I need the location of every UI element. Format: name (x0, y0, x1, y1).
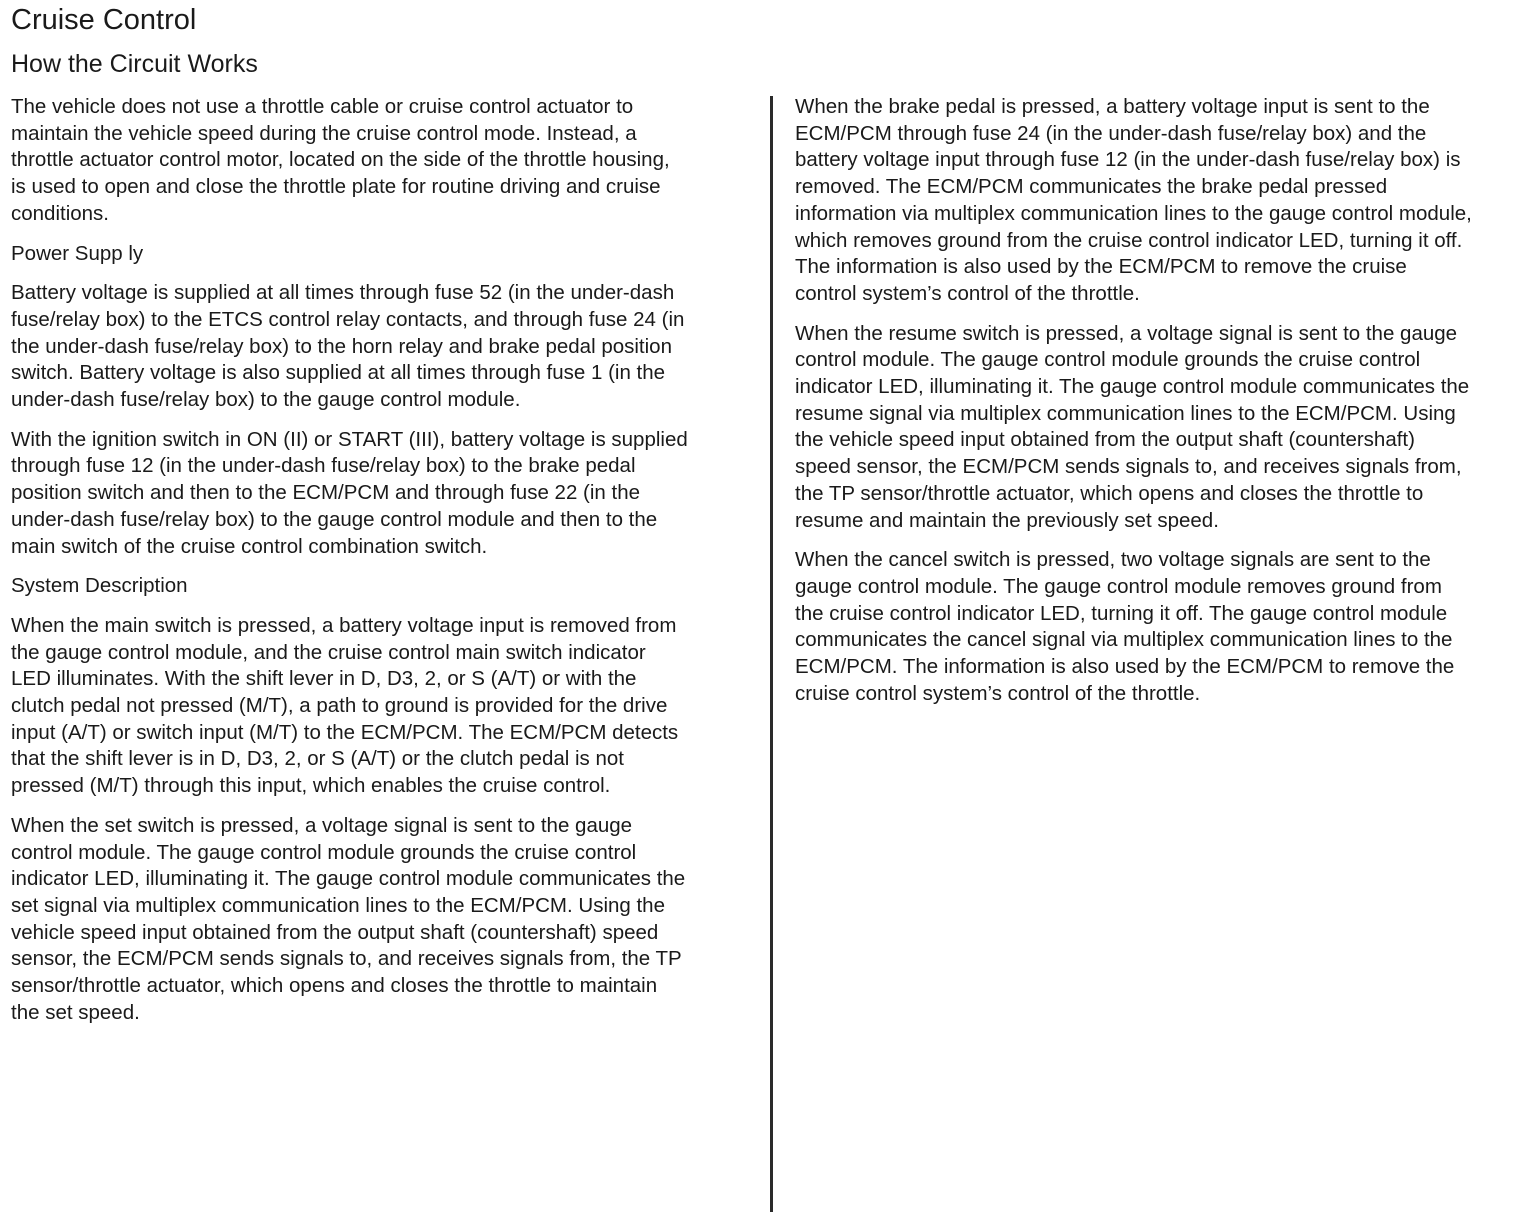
text-line: communicates the cancel signal via multiplex communication lines to the (795, 628, 1453, 652)
power-supply-paragraph-2 (11, 427, 749, 561)
set-switch-paragraph (11, 813, 749, 1027)
text-line: clutch pedal not pressed (M/T), a path to ground is provided for the drive (11, 694, 668, 718)
right-column (795, 94, 1530, 720)
text-line: When the main switch is pressed, a battery voltage input is removed from (11, 613, 677, 637)
text-line: sensor/throttle actuator, which opens and closes the throttle to maintain (11, 974, 658, 998)
text-line: When the set switch is pressed, a voltage signal is sent to the gauge (11, 813, 633, 837)
text-line: switch. Battery voltage is also supplied at all times through fuse 1 (in the (11, 361, 666, 385)
text-line: under-dash fuse/relay box) to the gauge control module. (11, 388, 521, 412)
text-line: the TP sensor/throttle actuator, which opens and closes the throttle to (795, 481, 1424, 505)
text-line: The vehicle does not use a throttle cable or cruise control actuator to (11, 95, 634, 118)
text-line: is used to open and close the throttle plate for routine driving and cruise (11, 175, 661, 199)
text-line: the set speed. (11, 1000, 140, 1024)
text-line: LED illuminates. With the shift lever in D, D3, 2, or S (A/T) or with the (11, 667, 637, 691)
text-line: With the ignition switch in ON (II) or START (III), battery voltage is supplied (11, 427, 688, 451)
column-divider (770, 96, 773, 1212)
page-title: Cruise Control (11, 4, 197, 36)
intro-paragraph (11, 94, 749, 228)
text-line: pressed (M/T) through this input, which enables the cruise control. (11, 774, 611, 798)
text-line: vehicle speed input obtained from the output shaft (countershaft) speed (11, 920, 659, 944)
text-line: removed. The ECM/PCM communicates the brake pedal pressed (795, 175, 1388, 199)
text-line: control module. The gauge control module grounds the cruise control (795, 348, 1421, 372)
left-column (11, 94, 749, 1040)
text-line: ECM/PCM through fuse 24 (in the under-dash fuse/relay box) and the (795, 121, 1427, 145)
power-supply-paragraph-1 (11, 280, 749, 414)
text-line: input (A/T) or switch input (M/T) to the ECM/PCM. The ECM/PCM detects (11, 720, 679, 744)
text-line: which removes ground from the cruise control indicator LED, turning it off. (795, 228, 1463, 252)
cancel-switch-paragraph (795, 547, 1530, 707)
text-line: position switch and then to the ECM/PCM and through fuse 22 (in the (11, 481, 641, 505)
text-line: set signal via multiplex communication lines to the ECM/PCM. Using the (11, 893, 665, 917)
text-line: maintain the vehicle speed during the cruise control mode. Instead, a (11, 121, 637, 145)
text-line: resume and maintain the previously set speed. (795, 508, 1219, 532)
text-line: the vehicle speed input obtained from the output shaft (countershaft) (795, 428, 1415, 452)
brake-pedal-paragraph (795, 94, 1530, 308)
text-line: gauge control module. The gauge control module removes ground from (795, 574, 1442, 598)
text-line: main switch of the cruise control combination switch. (11, 534, 488, 558)
main-switch-paragraph (11, 613, 749, 800)
resume-switch-paragraph (795, 321, 1530, 535)
text-line: When the brake pedal is pressed, a battery voltage input is sent to the (795, 95, 1430, 118)
text-line: The information is also used by the ECM/PCM to remove the cruise (795, 255, 1407, 279)
text-line: control module. The gauge control module grounds the cruise control (11, 840, 637, 864)
text-line: the gauge control module, and the cruise control main switch indicator (11, 640, 646, 664)
text-line: information via multiplex communication lines to the gauge control module, (795, 201, 1472, 225)
text-line: the under-dash fuse/relay box) to the horn relay and brake pedal position (11, 334, 672, 358)
text-line: ECM/PCM. The information is also used by the ECM/PCM to remove the (795, 655, 1455, 679)
power-supply-heading: Power Supp ly (11, 241, 144, 265)
text-line: When the resume switch is pressed, a voltage signal is sent to the gauge (795, 321, 1458, 345)
text-line: indicator LED, illuminating it. The gauge control module communicates the (795, 375, 1470, 399)
system-description-heading: System Description (11, 574, 188, 598)
text-line: the cruise control indicator LED, turning it off. The gauge control module (795, 601, 1448, 625)
text-line: sensor, the ECM/PCM sends signals to, and receives signals from, the TP (11, 947, 682, 971)
text-line: speed sensor, the ECM/PCM sends signals to, and receives signals from, (795, 455, 1462, 479)
text-line: conditions. (11, 201, 110, 225)
text-line: battery voltage input through fuse 12 (in the under-dash fuse/relay box) is (795, 148, 1461, 172)
text-line: under-dash fuse/relay box) to the gauge control module and then to the (11, 507, 658, 531)
section-title: How the Circuit Works (11, 50, 258, 78)
text-line: fuse/relay box) to the ETCS control relay contacts, and through fuse 24 (in (11, 307, 685, 331)
text-line: cruise control system’s control of the throttle. (795, 681, 1201, 705)
text-line: indicator LED, illuminating it. The gauge control module communicates the (11, 867, 686, 891)
text-line: When the cancel switch is pressed, two voltage signals are sent to the (795, 548, 1431, 572)
text-line: throttle actuator control motor, located on the side of the throttle housing, (11, 148, 670, 172)
text-line: resume signal via multiplex communication lines to the ECM/PCM. Using (795, 401, 1456, 425)
text-line: through fuse 12 (in the under-dash fuse/relay box) to the brake pedal (11, 454, 636, 478)
text-line: that the shift lever is in D, D3, 2, or S (A/T) or the clutch pedal is not (11, 747, 624, 771)
text-line: Battery voltage is supplied at all times through fuse 52 (in the under-dash (11, 281, 675, 305)
text-line: control system’s control of the throttle. (795, 281, 1140, 305)
